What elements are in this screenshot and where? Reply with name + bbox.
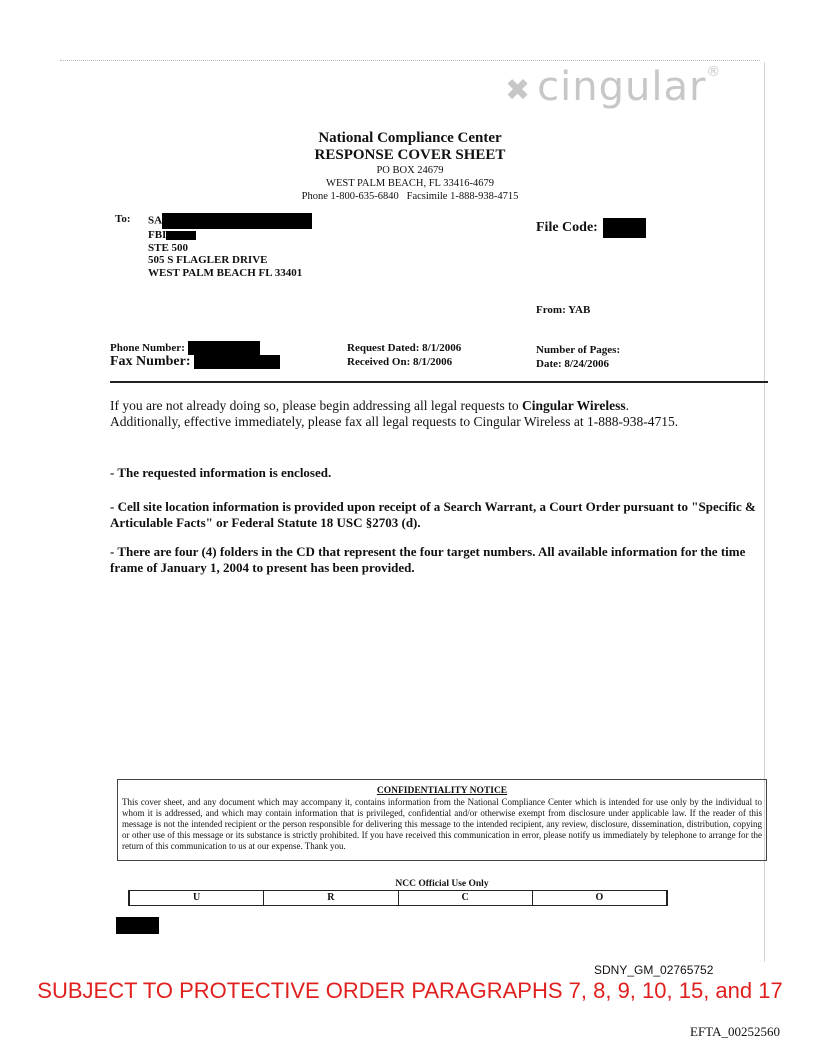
confidentiality-title: CONFIDENTIALITY NOTICE [376,786,508,796]
protective-order-stamp: SUBJECT TO PROTECTIVE ORDER PARAGRAPHS 7, 8, 9, 10, 15, and 17 [37,978,783,1003]
cingular-wireless-bold: Cingular Wireless [522,398,626,413]
ncc-cell-c: C [399,891,533,905]
intro-line-2: Additionally, effective immediately, please fax all legal requests to Cingular Wireless at 1-888-938-4715. [110,414,679,429]
ncc-cell-u: U [130,891,264,905]
item-enclosed: - The requested information is enclosed. [110,465,332,480]
bates-number: SDNY_GM_02765752 [594,963,714,977]
fax-label: Fax Number: [110,354,191,370]
cingular-logo [505,64,721,110]
redaction-bar [162,213,312,229]
from-line: From: YAB [536,304,591,316]
intro-paragraph [110,398,770,430]
divider-rule [110,381,768,383]
recipient-line-3: STE 500 [148,241,189,254]
ncc-cell-o: O [595,892,604,903]
confidentiality-notice [117,779,767,861]
intro-text: If you are not already doing so, please begin addressing all legal requests to [110,398,523,413]
recipient-fbi: FBI [148,229,167,241]
redaction-bar [116,917,159,934]
letterhead [250,130,570,203]
ncc-official-use-title: NCC Official Use Only [395,879,489,889]
date: Date: 8/24/2006 [536,358,610,370]
number-of-pages: Number of Pages: [536,344,621,356]
fax-line [110,355,280,369]
logo-text: cingular [537,64,707,110]
phone-label: Phone Number: [110,342,185,354]
ncc-official-use-table [128,890,668,906]
item-cell-site: - Cell site location information is provided upon receipt of a Search Warrant, a Court Order pursuant to "Specific & Articulable Facts" or Federal Statute 18 USC §2703 (d). [110,499,756,530]
redaction-bar [188,341,260,355]
recipient-line-5: WEST PALM BEACH FL 33401 [148,266,303,279]
redaction-bar [603,218,646,238]
recipient-address [148,213,312,279]
intro-line-1 [110,398,770,414]
header-title: National Compliance Center [318,130,502,146]
confidentiality-text: This cover sheet, and any document which may accompany it, contains information from the National Compliance Center which is intended for use only by the individual to whom it is addressed, and which may contain information that is privileged, confidential and/or otherwise exempt from disclosure under applicable law. If the reader of this message is not the intended recipient or the person responsible for delivering this message to the intended recipient, any review, disclosure, dissemination, distribution, copying or other use of this message or its substance is strictly prohibited. If you have received this communication in error, please notify us immediately by telephone to arrange for the return of this communication to us at our expense. Thank you. [122,797,762,851]
top-border-line [60,60,760,61]
request-dated: Request Dated: 8/1/2006 [347,342,462,354]
phone-fax-block [110,341,280,370]
redaction-bar [166,231,196,240]
recipient-sa: SA [148,214,163,227]
registered-mark: ® [706,64,722,80]
recipient-line-1 [148,213,312,229]
header-city: WEST PALM BEACH, FL 33416-4679 [326,178,494,189]
intro-period: . [625,398,630,413]
pages-date [536,343,620,371]
file-code [536,218,646,238]
efta-number: EFTA_00252560 [690,1024,780,1039]
header-subtitle: RESPONSE COVER SHEET [314,147,506,163]
to-label: To: [115,213,131,225]
cingular-x-icon: ✖ [505,73,532,108]
ncc-cell-r: R [264,891,398,905]
file-code-label: File Code: [536,220,598,236]
received-on: Received On: 8/1/2006 [347,356,453,368]
item-folders: - There are four (4) folders in the CD that represent the four target numbers. All available information for the time frame of January 1, 2004 to present has been provided. [110,544,746,575]
recipient-line-2 [148,229,312,242]
request-dates [347,341,461,369]
recipient-line-4: 505 S FLAGLER DRIVE [148,254,268,266]
header-po-box: PO BOX 24679 [376,165,444,176]
header-contact: Phone 1-800-635-6840 Facsimile 1-888-938-4715 [301,191,519,202]
redaction-bar [194,355,280,369]
phone-line [110,341,280,355]
